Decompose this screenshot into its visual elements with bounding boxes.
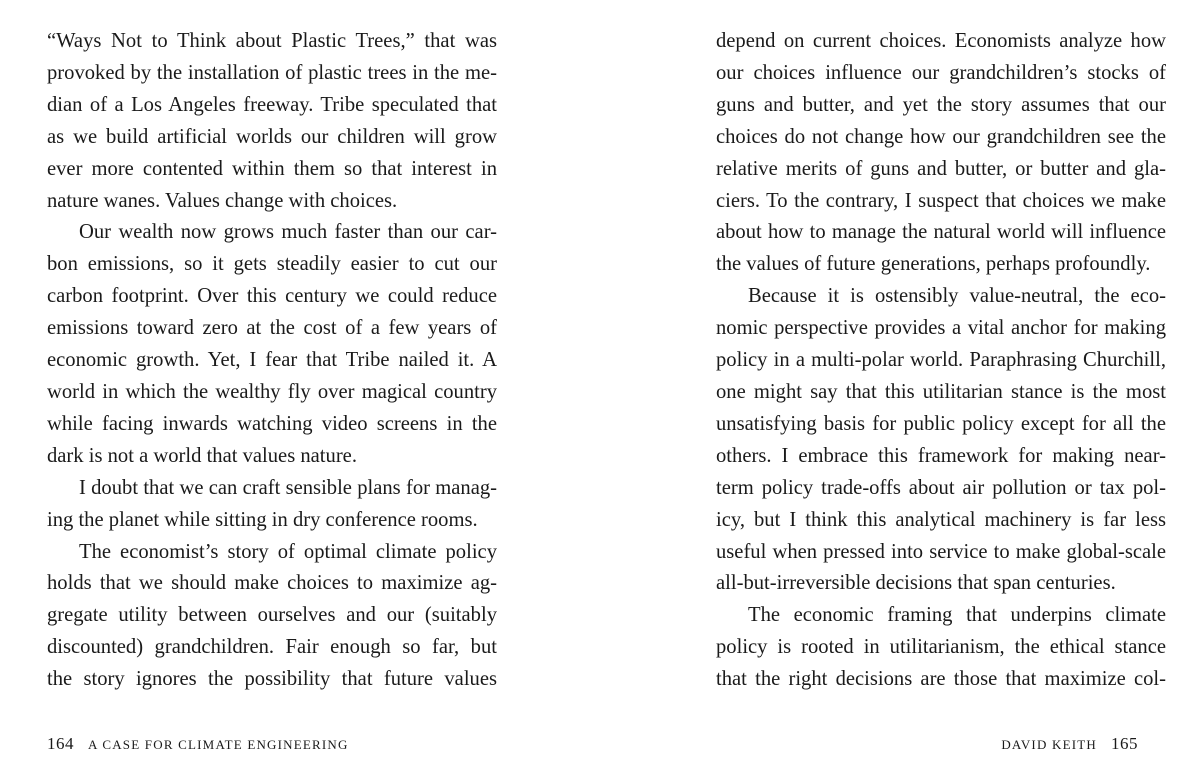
text-line: the story ignores the possibility that future values — [47, 668, 497, 691]
right-page — [600, 0, 1200, 774]
right-page-number: 165 — [1111, 734, 1138, 753]
text-line: carbon footprint. Over this century we could reduce — [47, 285, 497, 308]
text-line: choices do not change how our grandchildren see the — [716, 125, 1166, 148]
text-line: relative merits of guns and butter, or butter and gla- — [716, 157, 1166, 180]
right-page-text-column — [716, 26, 1166, 696]
text-line: ciers. To the contrary, I suspect that choices we make — [716, 189, 1166, 212]
text-line: bon emissions, so it gets steadily easier to cut our — [47, 253, 497, 276]
text-line: our choices influence our grandchildren’s stocks of — [716, 61, 1166, 84]
text-line: depend on current choices. Economists analyze how — [716, 30, 1166, 52]
text-line: policy in a multi-polar world. Paraphrasing Churchill, — [716, 349, 1166, 372]
text-line: unsatisfying basis for public policy except for all the — [716, 412, 1166, 435]
text-line: dian of a Los Angeles freeway. Tribe speculated that — [47, 93, 497, 116]
text-line: icy, but I think this analytical machinery is far less — [716, 508, 1166, 531]
text-line: ever more contented within them so that interest in — [47, 157, 497, 180]
text-line: The economic framing that underpins climate — [748, 604, 1166, 627]
text-line: discounted) grandchildren. Fair enough so far, but — [47, 636, 497, 659]
text-line: nomic perspective provides a vital anchor for making — [716, 317, 1166, 340]
text-line: the values of future generations, perhaps profoundly. — [716, 253, 1151, 276]
text-line: nature wanes. Values change with choices. — [47, 189, 398, 212]
text-line: holds that we should make choices to maximize ag- — [47, 572, 497, 595]
text-line: policy is rooted in utilitarianism, the ethical stance — [716, 636, 1166, 659]
text-line: about how to manage the natural world will influence — [716, 221, 1166, 244]
text-line: I doubt that we can craft sensible plans for manag- — [79, 476, 497, 499]
text-line: Our wealth now grows much faster than our car- — [79, 221, 497, 244]
text-line: world in which the wealthy fly over magical country — [47, 380, 497, 403]
text-line: economic growth. Yet, I fear that Tribe nailed it. A — [47, 349, 497, 372]
text-line: one might say that this utilitarian stance is the most — [716, 380, 1166, 403]
text-line: as we build artificial worlds our children will grow — [47, 125, 497, 148]
text-line: Because it is ostensibly value-neutral, the eco- — [748, 285, 1166, 308]
left-page-number: 164 — [47, 734, 74, 753]
right-page-footer — [1001, 734, 1138, 754]
text-line: ing the planet while sitting in dry conference rooms. — [47, 508, 478, 531]
text-line: all-but-irreversible decisions that span centuries. — [716, 572, 1116, 595]
right-running-title: DAVID KEITH — [1001, 737, 1097, 752]
text-line: dark is not a world that values nature. — [47, 444, 357, 467]
text-line: emissions toward zero at the cost of a few years of — [47, 317, 497, 340]
text-line: while facing inwards watching video screens in the — [47, 412, 497, 435]
text-line: gregate utility between ourselves and our (suitably — [47, 604, 497, 627]
text-line: term policy trade-offs about air pollution or tax pol- — [716, 476, 1166, 499]
text-line: that the right decisions are those that maximize col- — [716, 668, 1166, 691]
text-line: others. I embrace this framework for making near- — [716, 444, 1166, 467]
text-line: useful when pressed into service to make global-scale — [716, 540, 1166, 563]
text-line: “Ways Not to Think about Plastic Trees,” that was — [47, 30, 497, 52]
left-page-footer — [47, 734, 349, 754]
text-line: guns and butter, and yet the story assumes that our — [716, 93, 1166, 116]
left-page-text-column — [47, 26, 497, 696]
text-line: provoked by the installation of plastic trees in the me- — [47, 61, 497, 84]
left-running-title: A CASE FOR CLIMATE ENGINEERING — [88, 737, 349, 752]
text-line: The economist’s story of optimal climate policy — [79, 540, 497, 563]
